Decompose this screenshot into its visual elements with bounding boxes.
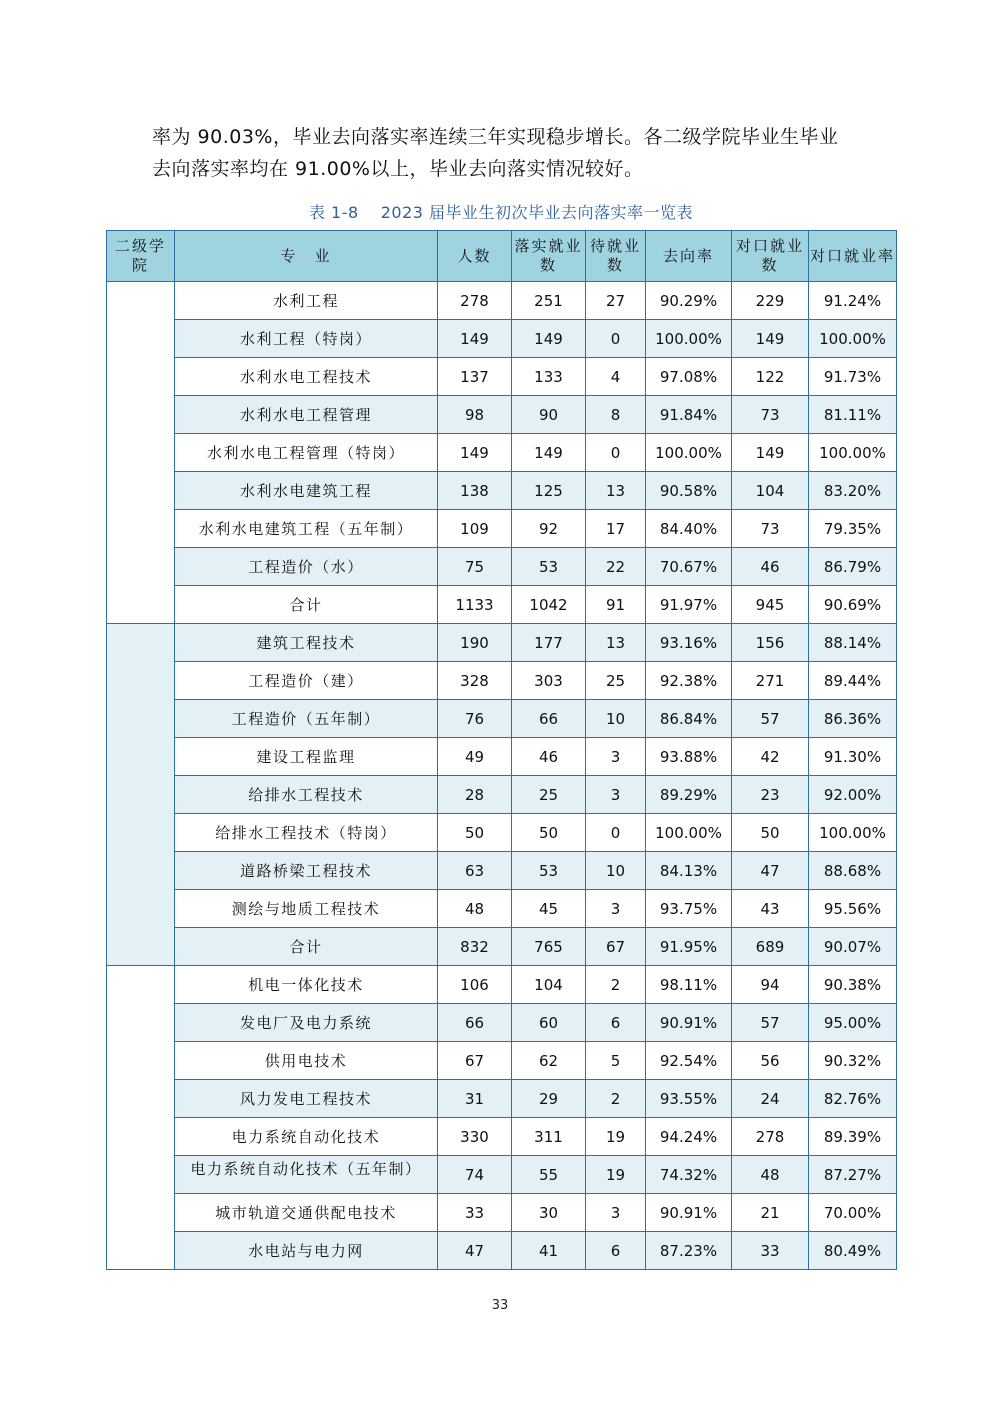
count-cell: 63 <box>438 852 512 890</box>
pending-cell: 3 <box>586 890 646 928</box>
pending-cell: 10 <box>586 852 646 890</box>
major-cell: 工程造价（五年制） <box>175 700 438 738</box>
count-cell: 33 <box>438 1194 512 1232</box>
table-row <box>107 662 897 700</box>
table-row <box>107 738 897 776</box>
major-cell-text: 电力系统自动化技术（五年制） <box>190 1159 422 1178</box>
rate-cell: 98.11% <box>646 966 732 1004</box>
pending-cell: 3 <box>586 776 646 814</box>
matched-rate-cell: 87.27% <box>809 1156 897 1194</box>
major-cell: 工程造价（建） <box>175 662 438 700</box>
rate-cell: 91.97% <box>646 586 732 624</box>
matched-rate-cell: 90.69% <box>809 586 897 624</box>
header-pending: 待就业数 <box>586 231 646 282</box>
placed-cell: 133 <box>512 358 586 396</box>
placed-cell: 149 <box>512 320 586 358</box>
count-cell: 47 <box>438 1232 512 1270</box>
count-cell: 138 <box>438 472 512 510</box>
placed-cell: 41 <box>512 1232 586 1270</box>
placed-cell: 55 <box>512 1156 586 1194</box>
rate-cell: 74.32% <box>646 1156 732 1194</box>
placed-cell: 66 <box>512 700 586 738</box>
matched-cell: 43 <box>732 890 809 928</box>
table-row <box>107 396 897 434</box>
matched-rate-cell: 100.00% <box>809 814 897 852</box>
rate-cell: 91.95% <box>646 928 732 966</box>
rate-cell: 90.29% <box>646 282 732 320</box>
table-row <box>107 928 897 966</box>
placed-cell: 251 <box>512 282 586 320</box>
major-cell: 水利工程（特岗） <box>175 320 438 358</box>
intro-paragraph <box>152 121 872 185</box>
matched-cell: 21 <box>732 1194 809 1232</box>
count-cell: 74 <box>438 1156 512 1194</box>
matched-rate-cell: 100.00% <box>809 434 897 472</box>
major-cell: 水利水电建筑工程（五年制） <box>175 510 438 548</box>
rate-cell: 92.38% <box>646 662 732 700</box>
rate-cell: 100.00% <box>646 320 732 358</box>
rate-cell: 90.91% <box>646 1194 732 1232</box>
matched-cell: 94 <box>732 966 809 1004</box>
header-count: 人数 <box>438 231 512 282</box>
pending-cell: 27 <box>586 282 646 320</box>
placed-cell: 177 <box>512 624 586 662</box>
matched-rate-cell: 83.20% <box>809 472 897 510</box>
intro-line-1: 率为 90.03%，毕业去向落实率连续三年实现稳步增长。各二级学院毕业生毕业 <box>152 126 839 148</box>
placed-cell: 311 <box>512 1118 586 1156</box>
header-matched-rate: 对口就业率 <box>809 231 897 282</box>
matched-rate-cell: 88.68% <box>809 852 897 890</box>
matched-cell: 229 <box>732 282 809 320</box>
rate-cell: 90.58% <box>646 472 732 510</box>
major-cell: 工程造价（水） <box>175 548 438 586</box>
matched-rate-cell: 92.00% <box>809 776 897 814</box>
table-caption: 表 1-8 2023 届毕业生初次毕业去向落实率一览表 <box>308 203 694 222</box>
matched-cell: 278 <box>732 1118 809 1156</box>
major-cell: 水利水电工程管理 <box>175 396 438 434</box>
major-cell: 风力发电工程技术 <box>175 1080 438 1118</box>
rate-cell: 93.55% <box>646 1080 732 1118</box>
count-cell: 76 <box>438 700 512 738</box>
rate-cell: 90.91% <box>646 1004 732 1042</box>
table-row <box>107 472 897 510</box>
matched-cell: 33 <box>732 1232 809 1270</box>
count-cell: 832 <box>438 928 512 966</box>
header-rate: 去向率 <box>646 231 732 282</box>
table-row <box>107 776 897 814</box>
pending-cell: 25 <box>586 662 646 700</box>
major-cell: 合计 <box>175 928 438 966</box>
table-row <box>107 1156 897 1194</box>
table-row <box>107 548 897 586</box>
matched-cell: 24 <box>732 1080 809 1118</box>
matched-rate-cell: 100.00% <box>809 320 897 358</box>
matched-rate-cell: 90.32% <box>809 1042 897 1080</box>
placed-cell: 1042 <box>512 586 586 624</box>
major-cell <box>175 1156 438 1194</box>
matched-cell: 689 <box>732 928 809 966</box>
table-row <box>107 282 897 320</box>
matched-cell: 149 <box>732 434 809 472</box>
rate-cell: 93.75% <box>646 890 732 928</box>
matched-cell: 122 <box>732 358 809 396</box>
header-major: 专 业 <box>175 231 438 282</box>
rate-cell: 100.00% <box>646 814 732 852</box>
pending-cell: 2 <box>586 1080 646 1118</box>
matched-rate-cell: 89.39% <box>809 1118 897 1156</box>
table-row <box>107 1080 897 1118</box>
matched-rate-cell: 82.76% <box>809 1080 897 1118</box>
header-college: 二级学院 <box>107 231 175 282</box>
pending-cell: 6 <box>586 1004 646 1042</box>
rate-cell: 87.23% <box>646 1232 732 1270</box>
matched-rate-cell: 80.49% <box>809 1232 897 1270</box>
college-cell <box>107 966 175 1270</box>
major-cell: 发电厂及电力系统 <box>175 1004 438 1042</box>
major-cell: 建筑工程技术 <box>175 624 438 662</box>
matched-rate-cell: 79.35% <box>809 510 897 548</box>
major-cell: 测绘与地质工程技术 <box>175 890 438 928</box>
count-cell: 109 <box>438 510 512 548</box>
college-cell <box>107 282 175 624</box>
table-row <box>107 434 897 472</box>
count-cell: 75 <box>438 548 512 586</box>
matched-rate-cell: 86.79% <box>809 548 897 586</box>
pending-cell: 19 <box>586 1118 646 1156</box>
pending-cell: 13 <box>586 472 646 510</box>
matched-rate-cell: 90.38% <box>809 966 897 1004</box>
matched-cell: 945 <box>732 586 809 624</box>
major-cell: 水利水电工程技术 <box>175 358 438 396</box>
major-cell: 建设工程监理 <box>175 738 438 776</box>
count-cell: 1133 <box>438 586 512 624</box>
table-row <box>107 624 897 662</box>
pending-cell: 3 <box>586 738 646 776</box>
matched-cell: 57 <box>732 1004 809 1042</box>
table-row <box>107 966 897 1004</box>
matched-rate-cell: 91.24% <box>809 282 897 320</box>
matched-rate-cell: 86.36% <box>809 700 897 738</box>
count-cell: 190 <box>438 624 512 662</box>
table-row <box>107 1232 897 1270</box>
table-row <box>107 1118 897 1156</box>
intro-line-2: 去向落实率均在 91.00%以上，毕业去向落实情况较好。 <box>152 158 644 180</box>
table-header-row <box>107 231 897 282</box>
major-cell: 水利工程 <box>175 282 438 320</box>
placed-cell: 125 <box>512 472 586 510</box>
major-cell: 机电一体化技术 <box>175 966 438 1004</box>
rate-cell: 92.54% <box>646 1042 732 1080</box>
placed-cell: 25 <box>512 776 586 814</box>
matched-cell: 57 <box>732 700 809 738</box>
pending-cell: 67 <box>586 928 646 966</box>
placed-cell: 53 <box>512 852 586 890</box>
major-cell: 给排水工程技术（特岗） <box>175 814 438 852</box>
count-cell: 49 <box>438 738 512 776</box>
pending-cell: 0 <box>586 814 646 852</box>
pending-cell: 0 <box>586 434 646 472</box>
placed-cell: 53 <box>512 548 586 586</box>
matched-rate-cell: 95.56% <box>809 890 897 928</box>
major-cell: 城市轨道交通供配电技术 <box>175 1194 438 1232</box>
rate-cell: 100.00% <box>646 434 732 472</box>
matched-cell: 42 <box>732 738 809 776</box>
count-cell: 67 <box>438 1042 512 1080</box>
placed-cell: 30 <box>512 1194 586 1232</box>
rate-cell: 86.84% <box>646 700 732 738</box>
placed-cell: 149 <box>512 434 586 472</box>
placed-cell: 60 <box>512 1004 586 1042</box>
table-row <box>107 1194 897 1232</box>
major-cell: 电力系统自动化技术 <box>175 1118 438 1156</box>
major-cell: 水利水电建筑工程 <box>175 472 438 510</box>
pending-cell: 10 <box>586 700 646 738</box>
pending-cell: 2 <box>586 966 646 1004</box>
header-matched: 对口就业数 <box>732 231 809 282</box>
table-row <box>107 890 897 928</box>
count-cell: 50 <box>438 814 512 852</box>
major-cell: 水电站与电力网 <box>175 1232 438 1270</box>
placed-cell: 90 <box>512 396 586 434</box>
count-cell: 66 <box>438 1004 512 1042</box>
table-row <box>107 852 897 890</box>
placement-rate-table <box>106 230 897 1270</box>
pending-cell: 3 <box>586 1194 646 1232</box>
table-row <box>107 510 897 548</box>
matched-rate-cell: 70.00% <box>809 1194 897 1232</box>
matched-rate-cell: 95.00% <box>809 1004 897 1042</box>
matched-cell: 271 <box>732 662 809 700</box>
matched-cell: 73 <box>732 510 809 548</box>
matched-cell: 149 <box>732 320 809 358</box>
page-number: 33 <box>491 1298 509 1313</box>
pending-cell: 91 <box>586 586 646 624</box>
matched-rate-cell: 91.73% <box>809 358 897 396</box>
count-cell: 149 <box>438 320 512 358</box>
pending-cell: 4 <box>586 358 646 396</box>
matched-cell: 56 <box>732 1042 809 1080</box>
table-row <box>107 1004 897 1042</box>
matched-rate-cell: 90.07% <box>809 928 897 966</box>
major-cell: 水利水电工程管理（特岗） <box>175 434 438 472</box>
rate-cell: 84.40% <box>646 510 732 548</box>
college-cell <box>107 624 175 966</box>
rate-cell: 97.08% <box>646 358 732 396</box>
count-cell: 149 <box>438 434 512 472</box>
pending-cell: 22 <box>586 548 646 586</box>
pending-cell: 0 <box>586 320 646 358</box>
table-row <box>107 1042 897 1080</box>
placed-cell: 303 <box>512 662 586 700</box>
count-cell: 48 <box>438 890 512 928</box>
table-body <box>107 282 897 1270</box>
placed-cell: 29 <box>512 1080 586 1118</box>
pending-cell: 6 <box>586 1232 646 1270</box>
matched-rate-cell: 81.11% <box>809 396 897 434</box>
pending-cell: 19 <box>586 1156 646 1194</box>
matched-rate-cell: 91.30% <box>809 738 897 776</box>
rate-cell: 94.24% <box>646 1118 732 1156</box>
pending-cell: 13 <box>586 624 646 662</box>
placed-cell: 62 <box>512 1042 586 1080</box>
matched-rate-cell: 88.14% <box>809 624 897 662</box>
count-cell: 330 <box>438 1118 512 1156</box>
matched-cell: 50 <box>732 814 809 852</box>
placed-cell: 92 <box>512 510 586 548</box>
placed-cell: 765 <box>512 928 586 966</box>
rate-cell: 93.88% <box>646 738 732 776</box>
placed-cell: 46 <box>512 738 586 776</box>
count-cell: 137 <box>438 358 512 396</box>
matched-cell: 23 <box>732 776 809 814</box>
table-row <box>107 700 897 738</box>
rate-cell: 93.16% <box>646 624 732 662</box>
table-row <box>107 320 897 358</box>
matched-cell: 48 <box>732 1156 809 1194</box>
count-cell: 31 <box>438 1080 512 1118</box>
matched-cell: 73 <box>732 396 809 434</box>
major-cell: 供用电技术 <box>175 1042 438 1080</box>
matched-cell: 46 <box>732 548 809 586</box>
placed-cell: 50 <box>512 814 586 852</box>
matched-cell: 47 <box>732 852 809 890</box>
pending-cell: 8 <box>586 396 646 434</box>
matched-rate-cell: 89.44% <box>809 662 897 700</box>
table-row <box>107 814 897 852</box>
pending-cell: 17 <box>586 510 646 548</box>
rate-cell: 70.67% <box>646 548 732 586</box>
placed-cell: 104 <box>512 966 586 1004</box>
table-row <box>107 358 897 396</box>
placed-cell: 45 <box>512 890 586 928</box>
major-cell: 给排水工程技术 <box>175 776 438 814</box>
rate-cell: 84.13% <box>646 852 732 890</box>
table-row <box>107 586 897 624</box>
rate-cell: 91.84% <box>646 396 732 434</box>
pending-cell: 5 <box>586 1042 646 1080</box>
major-cell: 合计 <box>175 586 438 624</box>
count-cell: 98 <box>438 396 512 434</box>
count-cell: 328 <box>438 662 512 700</box>
rate-cell: 89.29% <box>646 776 732 814</box>
matched-cell: 104 <box>732 472 809 510</box>
header-placed: 落实就业数 <box>512 231 586 282</box>
count-cell: 106 <box>438 966 512 1004</box>
count-cell: 278 <box>438 282 512 320</box>
matched-cell: 156 <box>732 624 809 662</box>
major-cell: 道路桥梁工程技术 <box>175 852 438 890</box>
count-cell: 28 <box>438 776 512 814</box>
